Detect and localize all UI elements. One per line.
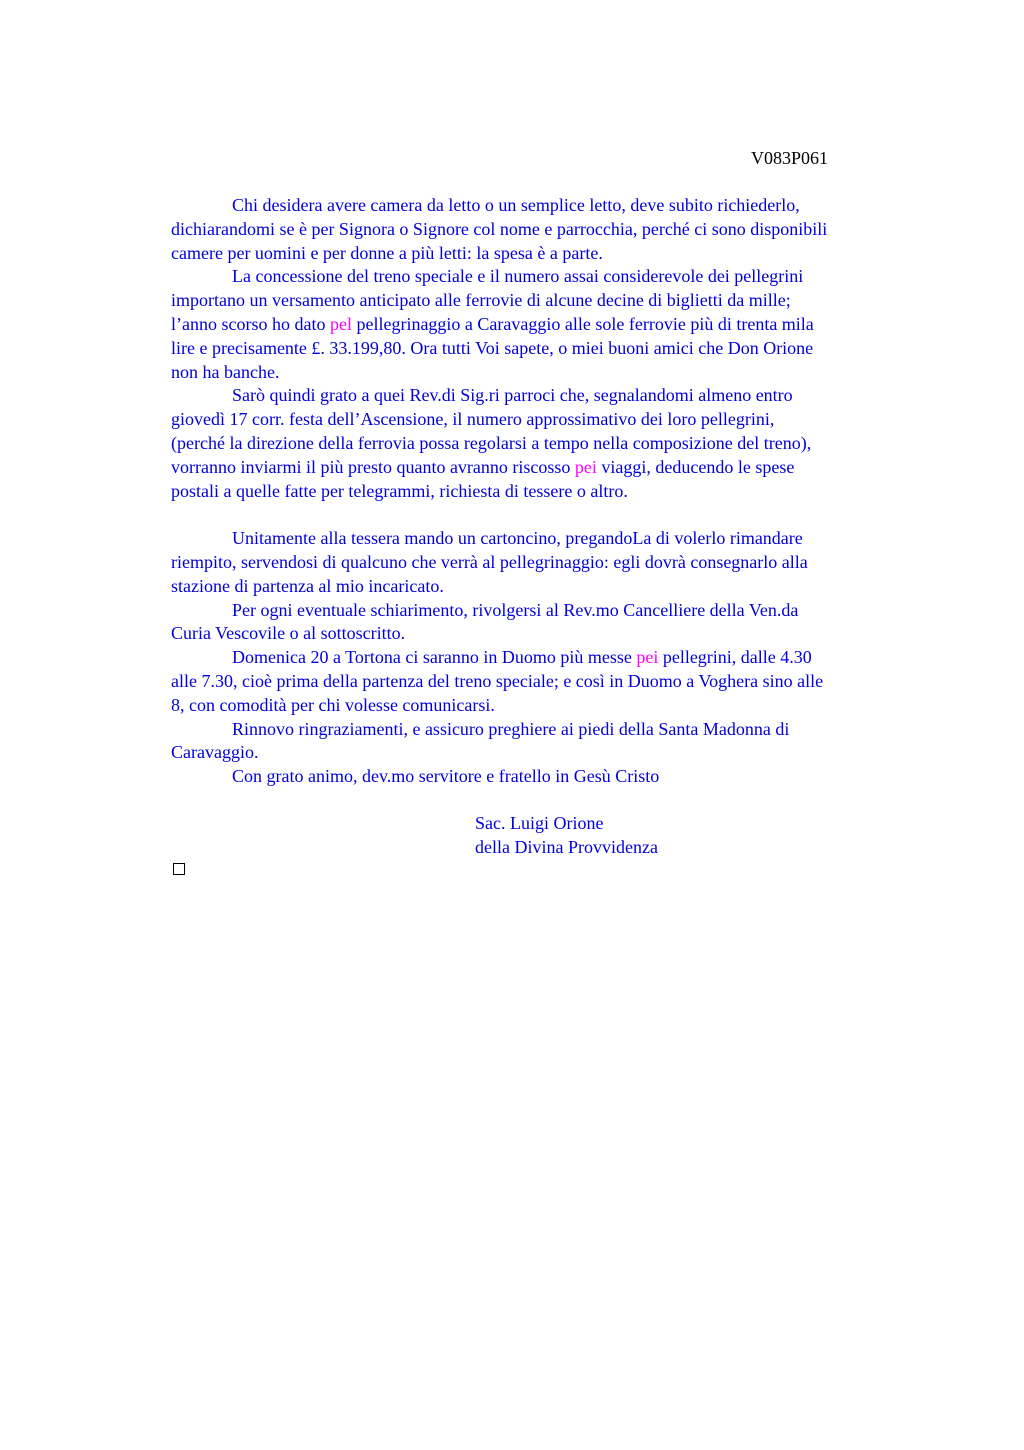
text-line <box>171 551 931 575</box>
paragraph <box>171 527 931 598</box>
highlighted-word: pel <box>329 313 352 334</box>
paragraph <box>171 765 931 789</box>
text-line <box>171 670 931 694</box>
text-segment: vorranno inviarmi il più presto quanto avranno riscosso <box>171 456 575 477</box>
text-segment: Domenica 20 a Tortona ci saranno in Duomo più messe <box>232 647 637 668</box>
text-line <box>171 575 931 599</box>
text-line <box>171 218 931 242</box>
text-segment: Per ogni eventuale schiarimento, rivolgersi al Rev.mo Cancelliere della Ven.da <box>232 599 799 620</box>
text-segment: 8, con comodità per chi volesse comunicarsi. <box>171 694 495 715</box>
text-segment: La concessione del treno speciale e il numero assai considerevole dei pellegrini <box>232 266 804 287</box>
text-segment: l’anno scorso ho dato <box>171 313 330 334</box>
text-line <box>171 765 931 789</box>
text-segment: Curia Vescovile o al sottoscritto. <box>171 623 406 644</box>
text-line <box>171 646 931 670</box>
text-line <box>171 599 931 623</box>
text-line <box>171 527 931 551</box>
text-line <box>171 432 931 456</box>
text-segment: importano un versamento anticipato alle ferrovie di alcune decine di biglietti da mille; <box>171 290 791 311</box>
paragraph <box>171 646 931 717</box>
text-line <box>171 622 931 646</box>
text-segment: Caravaggio. <box>171 742 259 763</box>
paragraph <box>171 194 931 265</box>
paragraph-gap <box>171 503 931 527</box>
text-segment: giovedì 17 corr. festa dell’Ascensione, il numero approssimativo dei loro pellegrini, <box>171 409 775 430</box>
text-line <box>171 313 931 337</box>
text-segment: pellegrini, dalle 4.30 <box>658 647 812 668</box>
highlighted-word: pei <box>636 647 659 668</box>
paragraph <box>171 599 931 647</box>
text-segment: non ha banche. <box>171 361 280 382</box>
text-segment: Rinnovo ringraziamenti, e assicuro preghiere ai piedi della Santa Madonna di <box>232 718 790 739</box>
letter-body <box>171 194 931 789</box>
text-segment: alle 7.30, cioè prima della partenza del treno speciale; e così in Duomo a Voghera sino alle <box>171 670 824 691</box>
text-segment: postali a quelle fatte per telegrammi, richiesta di tessere o altro. <box>171 480 628 501</box>
text-line <box>171 741 931 765</box>
text-line <box>171 384 931 408</box>
text-line <box>171 194 931 218</box>
text-line <box>171 694 931 718</box>
text-line <box>171 289 931 313</box>
text-segment: riempito, servendosi di qualcuno che verrà al pellegrinaggio: egli dovrà consegnarlo alla <box>171 551 808 572</box>
paragraph <box>171 384 931 503</box>
text-segment: viaggi, deducendo le spese <box>596 456 795 477</box>
text-line <box>171 718 931 742</box>
text-segment: Chi desidera avere camera da letto o un semplice letto, deve subito richiederlo, <box>232 195 800 215</box>
document-id: V083P061 <box>751 148 829 168</box>
text-segment: Con grato animo, dev.mo servitore e fratello in Gesù Cristo <box>232 766 660 787</box>
text-segment: Unitamente alla tessera mando un cartoncino, pregandoLa di volerlo rimandare <box>232 528 803 549</box>
text-line <box>171 456 931 480</box>
text-segment: dichiarandomi se è per Signora o Signore col nome e parrocchia, perché ci sono disponibili <box>171 218 828 239</box>
paragraph <box>171 718 931 766</box>
signature-name: Sac. Luigi Orione <box>475 813 604 833</box>
text-segment: lire e precisamente £. 33.199,80. Ora tutti Voi sapete, o miei buoni amici che Don Orione <box>171 337 814 358</box>
text-line <box>171 480 931 504</box>
text-segment: stazione di partenza al mio incaricato. <box>171 575 444 596</box>
text-line <box>171 242 931 266</box>
text-line <box>171 337 931 361</box>
text-line <box>171 265 931 289</box>
signature-title: della Divina Provvidenza <box>475 837 658 857</box>
text-line <box>171 361 931 385</box>
text-line <box>171 408 931 432</box>
text-segment: Sarò quindi grato a quei Rev.di Sig.ri parroci che, segnalandomi almeno entro <box>232 385 793 406</box>
text-segment: pellegrinaggio a Caravaggio alle sole ferrovie più di trenta mila <box>351 313 814 334</box>
text-segment: (perché la direzione della ferrovia possa regolarsi a tempo nella composizione del treno), <box>171 432 812 453</box>
signature-block <box>475 811 658 859</box>
highlighted-word: pei <box>574 456 597 477</box>
paragraph <box>171 265 931 384</box>
checkbox[interactable] <box>173 863 185 875</box>
text-segment: camere per uomini e per donne a più letti: la spesa è a parte. <box>171 242 603 263</box>
